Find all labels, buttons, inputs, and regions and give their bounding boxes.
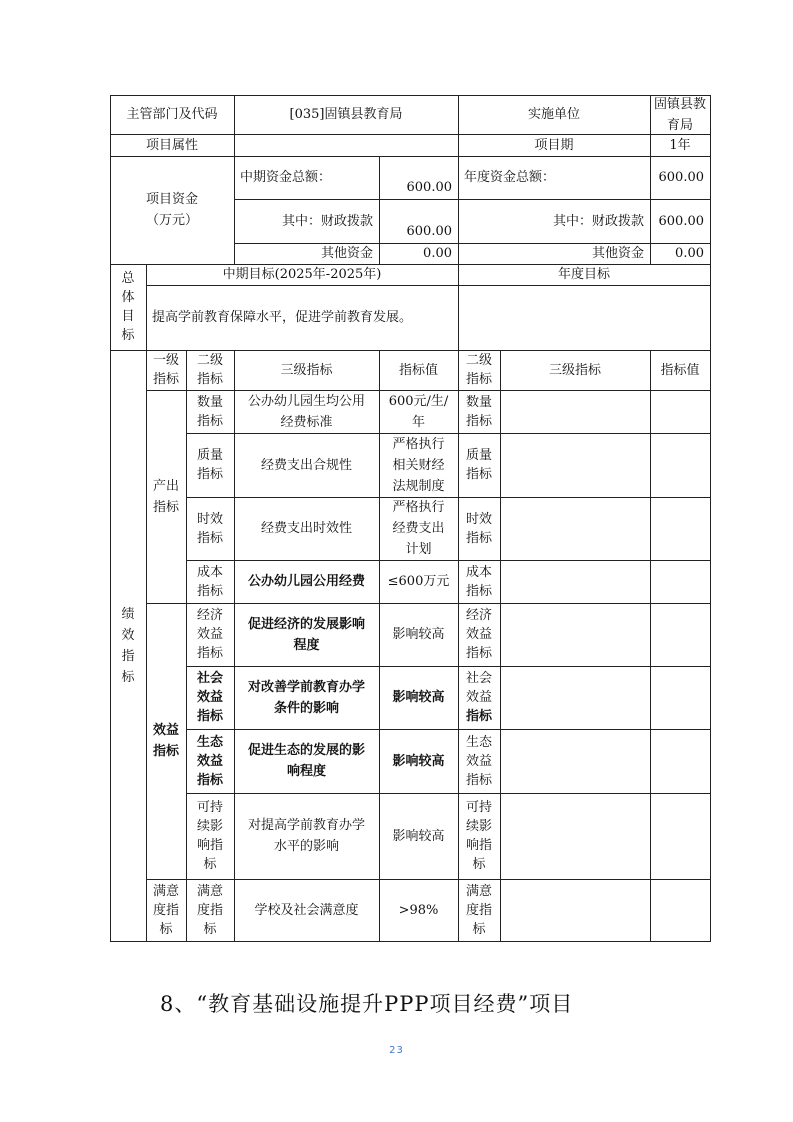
indicator-value-line: 经费支出 <box>392 521 445 536</box>
level2-indicator-line: 响指 <box>196 838 223 853</box>
indicator-value <box>379 560 458 603</box>
level3-indicator-line: 公办幼儿园公用经费 <box>247 574 365 589</box>
level2-indicator <box>186 497 234 560</box>
satisfaction-indicator-label-line: 标 <box>159 921 173 937</box>
satisfaction-indicator-label <box>146 879 186 941</box>
indicator-value-line: 法规制度 <box>392 478 445 494</box>
mid-goal-header: 中期目标(2025年-2025年) <box>222 267 382 282</box>
indicator-value-line: 严格执行 <box>392 436 445 452</box>
level3-indicator-line: 水平的影响 <box>273 839 339 854</box>
level2-indicator-annual <box>458 560 500 603</box>
attr-label: 项目属性 <box>145 137 198 153</box>
funds-label-line: （万元） <box>145 213 198 228</box>
indicator-value <box>379 793 458 879</box>
period-label: 项目期 <box>534 137 574 153</box>
level2-indicator-annual-line: 生态 <box>465 734 492 750</box>
level2-indicator-line: 可持 <box>196 800 223 815</box>
col-level3-header: 三级指标 <box>280 362 333 378</box>
level2-indicator-annual-line: 指标 <box>465 413 492 429</box>
col-level1-header <box>146 350 186 390</box>
level2-indicator-line: 续影 <box>196 819 223 834</box>
level2-indicator-annual-line: 指标 <box>465 530 492 546</box>
table-rule <box>110 941 711 942</box>
benefit-indicator-label <box>146 603 186 879</box>
level2-indicator-line: 标 <box>203 921 217 937</box>
level2-indicator-line: 指标 <box>196 772 223 788</box>
level2-indicator-line: 度指 <box>196 902 223 918</box>
level3-indicator-line: 促进生态的发展的影 <box>247 743 365 758</box>
level3-indicator-line: 对提高学前教育办学 <box>247 818 365 833</box>
performance-indicator-label <box>110 350 146 941</box>
impl-label: 实施单位 <box>527 107 580 122</box>
level3-indicator <box>234 729 379 793</box>
level2-indicator-line: 成本 <box>196 564 223 580</box>
section-heading: 8、“教育基础设施提升PPP项目经费”项目 <box>160 992 574 1016</box>
level2-indicator-line: 满意 <box>196 883 223 899</box>
col-level2-header-line: 二级 <box>196 353 223 368</box>
indicator-value-line: ≤600万元 <box>387 574 450 589</box>
indicator-value-line: 600元/生/ <box>388 393 449 409</box>
benefit-indicator-label-line: 效益 <box>152 723 179 738</box>
level3-indicator-line: 对改善学前教育办学 <box>247 679 365 695</box>
level2-indicator-annual <box>458 433 500 497</box>
level3-indicator-line: 响程度 <box>286 764 326 779</box>
table-rule <box>650 350 651 941</box>
level2-indicator <box>186 666 234 729</box>
level2-indicator-line: 数量 <box>196 394 223 410</box>
indicator-value <box>379 729 458 793</box>
level2-indicator-annual-line: 效益 <box>465 627 492 642</box>
level3-indicator <box>234 603 379 666</box>
mid-total-value: 600.00 <box>406 180 452 195</box>
level3-indicator <box>234 433 379 497</box>
level2-indicator-annual-line: 指标 <box>465 583 492 599</box>
overall-goal-label-line: 目 <box>121 309 135 324</box>
level2-indicator-annual-line: 可持 <box>465 800 492 815</box>
performance-indicator-label-line: 标 <box>121 669 135 685</box>
level2-indicator <box>186 390 234 433</box>
level2-indicator-annual <box>458 793 500 879</box>
annual-total-label: 年度资金总额： <box>464 170 556 185</box>
level2-indicator-annual-line: 数量 <box>465 394 492 410</box>
annual-goal-text <box>458 285 710 350</box>
col-value-header: 指标值 <box>398 362 438 378</box>
level2-indicator-line: 效益 <box>196 690 223 705</box>
level2-indicator-annual <box>458 729 500 793</box>
col-value-annual-header: 指标值 <box>660 362 700 378</box>
satisfaction-indicator-label-line: 满意 <box>152 883 179 899</box>
level3-indicator-line: 学校及社会满意度 <box>254 902 359 918</box>
indicator-value-line: 影响较高 <box>392 753 445 769</box>
level3-indicator <box>234 666 379 729</box>
level2-indicator-annual <box>458 666 500 729</box>
annual-other-value: 0.00 <box>675 246 704 261</box>
impl-value: 固镇县教育局 <box>653 96 706 133</box>
annual-other-label: 其他资金 <box>591 246 644 261</box>
level2-indicator-annual-line: 响指 <box>465 838 492 853</box>
mid-other-label: 其他资金 <box>320 246 373 261</box>
satisfaction-indicator-label-line: 度指 <box>152 902 179 918</box>
level2-indicator <box>186 603 234 666</box>
level3-indicator-line: 条件的影响 <box>273 700 339 716</box>
level2-indicator <box>186 879 234 941</box>
level2-indicator-annual <box>458 497 500 560</box>
dept-value: [035]固镇县教育局 <box>289 107 403 122</box>
indicator-value-line: >98% <box>398 902 439 918</box>
col-level3-annual-header: 三级指标 <box>548 362 601 378</box>
level2-indicator-annual-line: 指标 <box>465 467 492 482</box>
level2-indicator-annual-line: 社会 <box>465 671 492 686</box>
indicator-value-line: 影响较高 <box>392 828 445 844</box>
level2-indicator-annual-line: 指标 <box>465 709 492 724</box>
indicator-value <box>379 603 458 666</box>
level2-indicator-annual-line: 时效 <box>465 511 492 527</box>
overall-goal-label-line: 标 <box>121 328 135 343</box>
level3-indicator-line: 经费支出时效性 <box>260 521 352 536</box>
indicator-value-line: 相关财经 <box>392 457 445 473</box>
level2-indicator-annual-line: 满意 <box>465 883 492 899</box>
level3-indicator <box>234 390 379 433</box>
performance-indicator-label-line: 效 <box>121 627 135 643</box>
annual-goal-header: 年度目标 <box>557 267 610 282</box>
indicator-value <box>379 666 458 729</box>
level3-indicator <box>234 497 379 560</box>
indicator-value-line: 年 <box>411 414 425 430</box>
col-level2-annual-header-line: 指标 <box>465 372 492 387</box>
level3-indicator-line: 经费标准 <box>280 414 333 430</box>
output-indicator-label-line: 产出 <box>152 478 179 494</box>
overall-goal-label <box>110 264 146 350</box>
mid-fiscal-label: 其中：财政拨款 <box>281 213 373 229</box>
indicator-value-line: 计划 <box>405 542 432 557</box>
level2-indicator-line: 指标 <box>196 467 223 482</box>
level2-indicator-annual-line: 成本 <box>465 564 492 580</box>
level2-indicator-annual-line: 质量 <box>465 448 492 463</box>
performance-indicator-label-line: 绩 <box>121 606 135 622</box>
level2-indicator-line: 效益 <box>196 627 223 642</box>
overall-goal-label-line: 体 <box>121 290 135 305</box>
level2-indicator <box>186 433 234 497</box>
mid-fiscal-value: 600.00 <box>406 224 452 239</box>
annual-fiscal-value: 600.00 <box>658 213 704 229</box>
level2-indicator-annual <box>458 879 500 941</box>
table-rule <box>710 95 711 941</box>
funds-label-line: 项目资金 <box>145 192 198 207</box>
annual-total-value: 600.00 <box>658 170 704 185</box>
attr-value <box>234 134 458 156</box>
level2-indicator-line: 指标 <box>196 530 223 546</box>
level3-indicator <box>234 793 379 879</box>
col-level2-annual-header <box>458 350 500 390</box>
benefit-indicator-label-line: 指标 <box>152 744 179 759</box>
level2-indicator-line: 时效 <box>196 511 223 527</box>
mid-other-value: 0.00 <box>423 246 452 261</box>
indicator-value-line: 影响较高 <box>392 690 445 705</box>
level3-indicator-line: 经费支出合规性 <box>260 457 352 473</box>
period-value: 1年 <box>669 137 691 153</box>
level2-indicator-line: 指标 <box>196 413 223 429</box>
level2-indicator-line: 社会 <box>196 671 223 686</box>
level2-indicator-line: 标 <box>203 857 217 872</box>
level2-indicator-annual-line: 指标 <box>465 646 492 661</box>
annual-fiscal-label: 其中：财政拨款 <box>552 213 644 229</box>
performance-indicator-label-line: 指 <box>121 648 135 664</box>
level2-indicator-line: 经济 <box>196 608 223 623</box>
indicator-value <box>379 433 458 497</box>
col-level1-header-line: 指标 <box>152 372 179 387</box>
level2-indicator <box>186 560 234 603</box>
level2-indicator-annual-line: 效益 <box>465 690 492 705</box>
level2-indicator-annual-line: 效益 <box>465 753 492 769</box>
col-level2-annual-header-line: 二级 <box>465 353 492 368</box>
funds-label <box>110 156 234 264</box>
level2-indicator-line: 指标 <box>196 583 223 599</box>
level2-indicator-annual-line: 度指 <box>465 902 492 918</box>
indicator-value <box>379 497 458 560</box>
mid-total-label: 中期资金总额： <box>240 170 332 185</box>
overall-goal-label-line: 总 <box>121 271 135 286</box>
level2-indicator-annual-line: 续影 <box>465 819 492 834</box>
col-level1-header-line: 一级 <box>152 353 179 368</box>
level2-indicator <box>186 729 234 793</box>
level2-indicator-line: 效益 <box>196 753 223 769</box>
level2-indicator-annual <box>458 390 500 433</box>
level3-indicator-line: 促进经济的发展影响 <box>247 616 365 632</box>
indicator-value <box>379 390 458 433</box>
level2-indicator <box>186 793 234 879</box>
output-indicator-label-line: 指标 <box>152 499 179 515</box>
level2-indicator-annual <box>458 603 500 666</box>
level2-indicator-line: 指标 <box>196 646 223 661</box>
indicator-value <box>379 879 458 941</box>
level2-indicator-line: 生态 <box>196 734 223 750</box>
level2-indicator-line: 指标 <box>196 709 223 724</box>
col-level2-header-line: 指标 <box>196 372 223 387</box>
output-indicator-label <box>146 390 186 603</box>
level2-indicator-annual-line: 标 <box>472 857 486 872</box>
level3-indicator <box>234 879 379 941</box>
mid-goal-text: 提高学前教育保障水平，促进学前教育发展。 <box>152 310 413 325</box>
page-number: 23 <box>389 1045 404 1056</box>
level2-indicator-annual-line: 标 <box>472 921 486 937</box>
level2-indicator-annual-line: 指标 <box>465 772 492 788</box>
col-level2-header <box>186 350 234 390</box>
level3-indicator-line: 公办幼儿园生均公用 <box>247 393 365 409</box>
indicator-value-line: 影响较高 <box>392 627 445 642</box>
level2-indicator-annual-line: 经济 <box>465 608 492 623</box>
dept-label: 主管部门及代码 <box>126 107 218 122</box>
level3-indicator-line: 程度 <box>293 637 320 653</box>
level2-indicator-line: 质量 <box>196 448 223 463</box>
table-rule <box>500 350 501 941</box>
indicator-value-line: 严格执行 <box>392 500 445 515</box>
performance-target-table <box>110 95 710 941</box>
level3-indicator <box>234 560 379 603</box>
